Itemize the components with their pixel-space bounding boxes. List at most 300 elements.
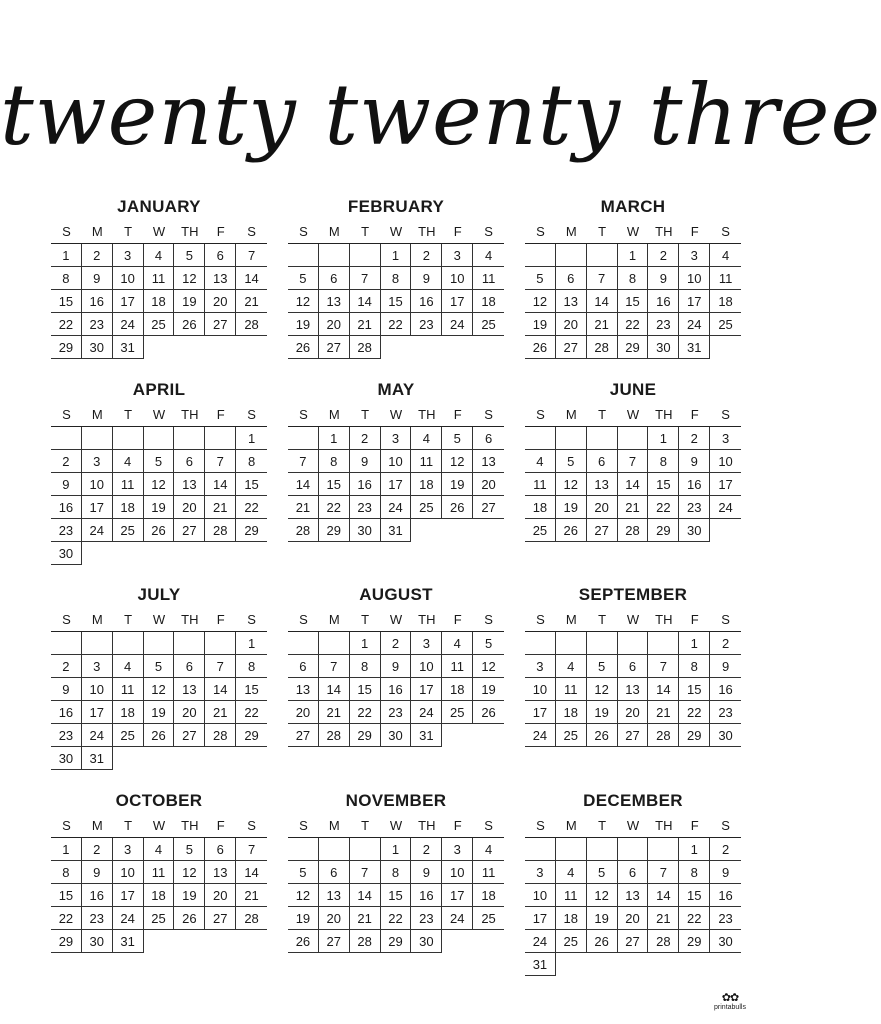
empty-day-cell: [587, 953, 618, 976]
weekday-label: TH: [655, 224, 673, 239]
day-cell: 30: [411, 930, 442, 953]
day-cell: 1: [319, 427, 350, 450]
day-cell: 16: [710, 884, 741, 907]
weekday-label: W: [626, 612, 640, 627]
empty-day-cell: [174, 632, 205, 655]
day-cell: 26: [556, 519, 587, 542]
day-cell: 6: [618, 655, 649, 678]
bunny-logo-icon: ✿✿: [721, 992, 739, 1004]
day-cell: 15: [381, 290, 412, 313]
day-cell: 8: [236, 450, 267, 473]
day-cell: 9: [82, 861, 113, 884]
day-cell: 28: [648, 724, 679, 747]
empty-day-cell: [205, 632, 236, 655]
day-grid: [51, 838, 267, 953]
month-name: SEPTEMBER: [578, 585, 688, 604]
day-cell: 21: [587, 313, 618, 336]
day-grid: [288, 244, 504, 359]
empty-day-cell: [113, 427, 144, 450]
weekday-header: [51, 608, 267, 632]
month-name: JANUARY: [117, 197, 201, 216]
day-cell: 2: [710, 632, 741, 655]
day-cell: 17: [442, 884, 473, 907]
empty-day-cell: [648, 632, 679, 655]
day-cell: 18: [113, 496, 144, 519]
day-cell: 21: [205, 496, 236, 519]
weekday-label: W: [152, 818, 166, 833]
empty-day-cell: [236, 542, 267, 565]
day-cell: 9: [51, 473, 82, 496]
day-cell: 8: [236, 655, 267, 678]
day-cell: 31: [525, 953, 556, 976]
day-cell: 9: [411, 861, 442, 884]
day-cell: 11: [473, 267, 504, 290]
day-cell: 17: [381, 473, 412, 496]
day-cell: 5: [473, 632, 504, 655]
empty-day-cell: [710, 953, 741, 976]
weekday-label: S: [536, 224, 545, 239]
weekday-label: T: [361, 818, 370, 833]
weekday-header: [525, 814, 741, 838]
weekday-label: M: [91, 818, 103, 833]
day-cell: 3: [679, 244, 710, 267]
month-name: NOVEMBER: [345, 791, 447, 810]
day-cell: 24: [442, 907, 473, 930]
day-cell: 16: [648, 290, 679, 313]
day-cell: 26: [174, 313, 205, 336]
weekday-label: S: [247, 612, 256, 627]
day-cell: 1: [381, 244, 412, 267]
day-cell: 1: [51, 838, 82, 861]
weekday-label: W: [626, 407, 640, 422]
day-cell: 22: [236, 701, 267, 724]
month-name: MARCH: [600, 197, 666, 216]
day-cell: 9: [710, 655, 741, 678]
day-cell: 24: [82, 724, 113, 747]
day-cell: 7: [350, 861, 381, 884]
month-september: [525, 582, 741, 788]
day-cell: 9: [82, 267, 113, 290]
month-february: [288, 194, 504, 377]
day-cell: 9: [350, 450, 381, 473]
month-name: APRIL: [132, 380, 186, 399]
day-cell: 19: [442, 473, 473, 496]
weekday-label: T: [598, 224, 607, 239]
weekday-label: T: [124, 224, 133, 239]
day-cell: 14: [205, 473, 236, 496]
month-name: MAY: [377, 380, 415, 399]
day-cell: 12: [442, 450, 473, 473]
day-cell: 16: [51, 496, 82, 519]
day-cell: 18: [411, 473, 442, 496]
day-cell: 23: [51, 519, 82, 542]
day-cell: 25: [525, 519, 556, 542]
day-cell: 22: [319, 496, 350, 519]
day-cell: 13: [618, 678, 649, 701]
empty-day-cell: [556, 427, 587, 450]
day-cell: 7: [618, 450, 649, 473]
day-cell: 12: [587, 884, 618, 907]
day-cell: 30: [82, 930, 113, 953]
empty-day-cell: [51, 427, 82, 450]
day-cell: 21: [350, 313, 381, 336]
day-cell: 10: [525, 678, 556, 701]
weekday-label: TH: [181, 612, 199, 627]
day-cell: 24: [82, 519, 113, 542]
day-cell: 30: [51, 542, 82, 565]
day-cell: 3: [411, 632, 442, 655]
day-cell: 18: [473, 290, 504, 313]
day-cell: 23: [648, 313, 679, 336]
day-grid: [51, 632, 267, 770]
day-cell: 11: [144, 861, 175, 884]
empty-day-cell: [411, 519, 442, 542]
weekday-label: T: [361, 407, 370, 422]
day-cell: 23: [710, 701, 741, 724]
empty-day-cell: [113, 747, 144, 770]
day-cell: 10: [113, 267, 144, 290]
day-cell: 26: [144, 724, 175, 747]
day-cell: 16: [381, 678, 412, 701]
empty-day-cell: [144, 632, 175, 655]
day-cell: 26: [174, 907, 205, 930]
day-cell: 30: [381, 724, 412, 747]
weekday-label: W: [152, 612, 166, 627]
weekday-label: TH: [181, 224, 199, 239]
weekday-label: S: [62, 224, 71, 239]
day-cell: 11: [144, 267, 175, 290]
day-cell: 8: [679, 861, 710, 884]
day-cell: 8: [350, 655, 381, 678]
day-cell: 5: [442, 427, 473, 450]
weekday-label: M: [91, 224, 103, 239]
day-cell: 17: [113, 884, 144, 907]
day-cell: 19: [288, 907, 319, 930]
day-cell: 2: [710, 838, 741, 861]
day-cell: 24: [710, 496, 741, 519]
day-cell: 3: [113, 244, 144, 267]
day-cell: 20: [288, 701, 319, 724]
empty-day-cell: [82, 632, 113, 655]
day-cell: 21: [350, 907, 381, 930]
weekday-label: W: [152, 224, 166, 239]
day-cell: 9: [648, 267, 679, 290]
day-cell: 5: [144, 655, 175, 678]
day-cell: 24: [113, 907, 144, 930]
day-cell: 27: [174, 519, 205, 542]
day-cell: 23: [82, 907, 113, 930]
weekday-label: TH: [418, 224, 436, 239]
day-cell: 1: [679, 632, 710, 655]
day-cell: 31: [113, 930, 144, 953]
day-cell: 9: [381, 655, 412, 678]
day-cell: 22: [618, 313, 649, 336]
month-name: JULY: [137, 585, 181, 604]
day-cell: 11: [556, 678, 587, 701]
day-cell: 6: [205, 244, 236, 267]
day-cell: 22: [350, 701, 381, 724]
empty-day-cell: [710, 336, 741, 359]
empty-day-cell: [205, 336, 236, 359]
day-cell: 19: [473, 678, 504, 701]
day-cell: 22: [51, 313, 82, 336]
empty-day-cell: [205, 747, 236, 770]
empty-day-cell: [556, 838, 587, 861]
day-cell: 25: [411, 496, 442, 519]
weekday-label: S: [62, 818, 71, 833]
day-cell: 20: [618, 701, 649, 724]
weekday-label: S: [62, 407, 71, 422]
day-cell: 5: [288, 267, 319, 290]
day-cell: 28: [205, 724, 236, 747]
empty-day-cell: [473, 724, 504, 747]
weekday-label: TH: [655, 407, 673, 422]
day-cell: 25: [113, 519, 144, 542]
day-cell: 20: [473, 473, 504, 496]
day-cell: 3: [82, 655, 113, 678]
day-cell: 19: [556, 496, 587, 519]
day-cell: 22: [679, 701, 710, 724]
day-cell: 14: [236, 861, 267, 884]
day-cell: 11: [113, 473, 144, 496]
day-cell: 14: [319, 678, 350, 701]
day-cell: 24: [381, 496, 412, 519]
day-cell: 18: [710, 290, 741, 313]
day-cell: 13: [618, 884, 649, 907]
day-cell: 9: [411, 267, 442, 290]
weekday-label: M: [91, 612, 103, 627]
day-cell: 15: [51, 290, 82, 313]
day-cell: 17: [442, 290, 473, 313]
day-cell: 11: [113, 678, 144, 701]
day-cell: 25: [473, 313, 504, 336]
empty-day-cell: [174, 427, 205, 450]
weekday-label: F: [216, 224, 225, 239]
day-cell: 28: [319, 724, 350, 747]
weekday-header: [525, 220, 741, 244]
day-cell: 21: [236, 884, 267, 907]
day-cell: 12: [288, 290, 319, 313]
empty-day-cell: [236, 747, 267, 770]
day-cell: 4: [113, 655, 144, 678]
day-cell: 30: [710, 724, 741, 747]
day-cell: 23: [411, 313, 442, 336]
weekday-label: T: [361, 612, 370, 627]
day-cell: 1: [236, 632, 267, 655]
day-cell: 5: [174, 838, 205, 861]
day-cell: 30: [51, 747, 82, 770]
day-cell: 4: [144, 838, 175, 861]
day-cell: 16: [350, 473, 381, 496]
day-cell: 4: [473, 244, 504, 267]
month-name: JUNE: [609, 380, 657, 399]
weekday-header: [288, 220, 504, 244]
day-cell: 14: [288, 473, 319, 496]
weekday-label: W: [389, 224, 403, 239]
empty-day-cell: [144, 930, 175, 953]
empty-day-cell: [205, 542, 236, 565]
day-cell: 11: [473, 861, 504, 884]
month-november: [288, 788, 504, 998]
day-cell: 29: [618, 336, 649, 359]
day-grid: [525, 838, 741, 976]
day-cell: 4: [411, 427, 442, 450]
empty-day-cell: [236, 930, 267, 953]
day-cell: 2: [381, 632, 412, 655]
day-cell: 25: [556, 930, 587, 953]
day-cell: 20: [205, 290, 236, 313]
weekday-label: S: [299, 407, 308, 422]
weekday-header: [51, 220, 267, 244]
day-cell: 14: [350, 290, 381, 313]
day-cell: 15: [679, 678, 710, 701]
day-cell: 15: [51, 884, 82, 907]
day-cell: 4: [556, 655, 587, 678]
day-cell: 14: [587, 290, 618, 313]
day-cell: 25: [473, 907, 504, 930]
day-cell: 6: [319, 267, 350, 290]
day-cell: 10: [442, 861, 473, 884]
empty-day-cell: [144, 336, 175, 359]
day-cell: 29: [679, 930, 710, 953]
brand-logo: [707, 992, 753, 1012]
day-cell: 17: [82, 701, 113, 724]
empty-day-cell: [319, 838, 350, 861]
day-cell: 2: [350, 427, 381, 450]
empty-day-cell: [350, 244, 381, 267]
day-cell: 28: [587, 336, 618, 359]
empty-day-cell: [288, 427, 319, 450]
day-cell: 26: [473, 701, 504, 724]
day-cell: 6: [319, 861, 350, 884]
day-cell: 19: [587, 701, 618, 724]
day-cell: 23: [381, 701, 412, 724]
day-cell: 2: [411, 838, 442, 861]
month-name: DECEMBER: [583, 791, 683, 810]
day-cell: 20: [174, 701, 205, 724]
day-cell: 25: [556, 724, 587, 747]
weekday-label: M: [565, 224, 577, 239]
weekday-label: S: [299, 224, 308, 239]
weekday-label: S: [299, 818, 308, 833]
day-cell: 27: [205, 313, 236, 336]
day-cell: 10: [525, 884, 556, 907]
day-cell: 8: [51, 267, 82, 290]
day-cell: 10: [381, 450, 412, 473]
day-cell: 22: [381, 313, 412, 336]
day-cell: 9: [679, 450, 710, 473]
weekday-label: S: [721, 407, 730, 422]
day-cell: 26: [288, 930, 319, 953]
weekday-label: T: [124, 612, 133, 627]
year-calendar-grid: [51, 194, 741, 998]
day-cell: 17: [710, 473, 741, 496]
weekday-label: S: [484, 818, 493, 833]
day-cell: 12: [525, 290, 556, 313]
page-title: twenty twenty three: [0, 66, 881, 164]
day-cell: 5: [288, 861, 319, 884]
day-cell: 7: [587, 267, 618, 290]
weekday-label: T: [124, 407, 133, 422]
day-cell: 24: [113, 313, 144, 336]
day-cell: 8: [618, 267, 649, 290]
empty-day-cell: [618, 953, 649, 976]
day-cell: 10: [113, 861, 144, 884]
day-cell: 12: [587, 678, 618, 701]
day-cell: 24: [525, 930, 556, 953]
weekday-label: S: [536, 407, 545, 422]
day-cell: 12: [288, 884, 319, 907]
day-cell: 18: [442, 678, 473, 701]
day-cell: 14: [205, 678, 236, 701]
day-cell: 3: [113, 838, 144, 861]
day-cell: 29: [648, 519, 679, 542]
day-cell: 14: [648, 884, 679, 907]
day-cell: 27: [618, 930, 649, 953]
day-cell: 16: [51, 701, 82, 724]
weekday-label: S: [721, 612, 730, 627]
weekday-label: F: [690, 224, 699, 239]
day-cell: 29: [319, 519, 350, 542]
day-cell: 19: [525, 313, 556, 336]
day-cell: 31: [411, 724, 442, 747]
empty-day-cell: [442, 336, 473, 359]
day-cell: 13: [174, 678, 205, 701]
day-cell: 4: [556, 861, 587, 884]
day-cell: 8: [381, 267, 412, 290]
day-cell: 27: [473, 496, 504, 519]
weekday-label: S: [536, 612, 545, 627]
day-cell: 12: [174, 861, 205, 884]
day-cell: 19: [174, 884, 205, 907]
day-cell: 2: [679, 427, 710, 450]
weekday-label: W: [389, 407, 403, 422]
day-cell: 2: [82, 244, 113, 267]
empty-day-cell: [174, 747, 205, 770]
day-cell: 20: [205, 884, 236, 907]
day-cell: 28: [618, 519, 649, 542]
day-cell: 27: [587, 519, 618, 542]
day-cell: 13: [205, 861, 236, 884]
month-name: OCTOBER: [115, 791, 203, 810]
day-cell: 3: [525, 861, 556, 884]
day-cell: 1: [648, 427, 679, 450]
day-cell: 2: [51, 450, 82, 473]
day-cell: 29: [51, 930, 82, 953]
day-cell: 17: [113, 290, 144, 313]
empty-day-cell: [587, 838, 618, 861]
day-cell: 29: [679, 724, 710, 747]
weekday-label: TH: [655, 818, 673, 833]
weekday-label: S: [62, 612, 71, 627]
day-cell: 5: [525, 267, 556, 290]
empty-day-cell: [525, 427, 556, 450]
day-cell: 26: [587, 930, 618, 953]
day-cell: 15: [679, 884, 710, 907]
day-cell: 28: [648, 930, 679, 953]
day-cell: 18: [556, 907, 587, 930]
day-cell: 11: [442, 655, 473, 678]
weekday-label: W: [626, 224, 640, 239]
day-cell: 19: [174, 290, 205, 313]
empty-day-cell: [174, 930, 205, 953]
day-cell: 3: [82, 450, 113, 473]
day-cell: 23: [51, 724, 82, 747]
weekday-label: F: [690, 612, 699, 627]
month-april: [51, 377, 267, 582]
day-cell: 15: [236, 678, 267, 701]
day-cell: 16: [82, 290, 113, 313]
